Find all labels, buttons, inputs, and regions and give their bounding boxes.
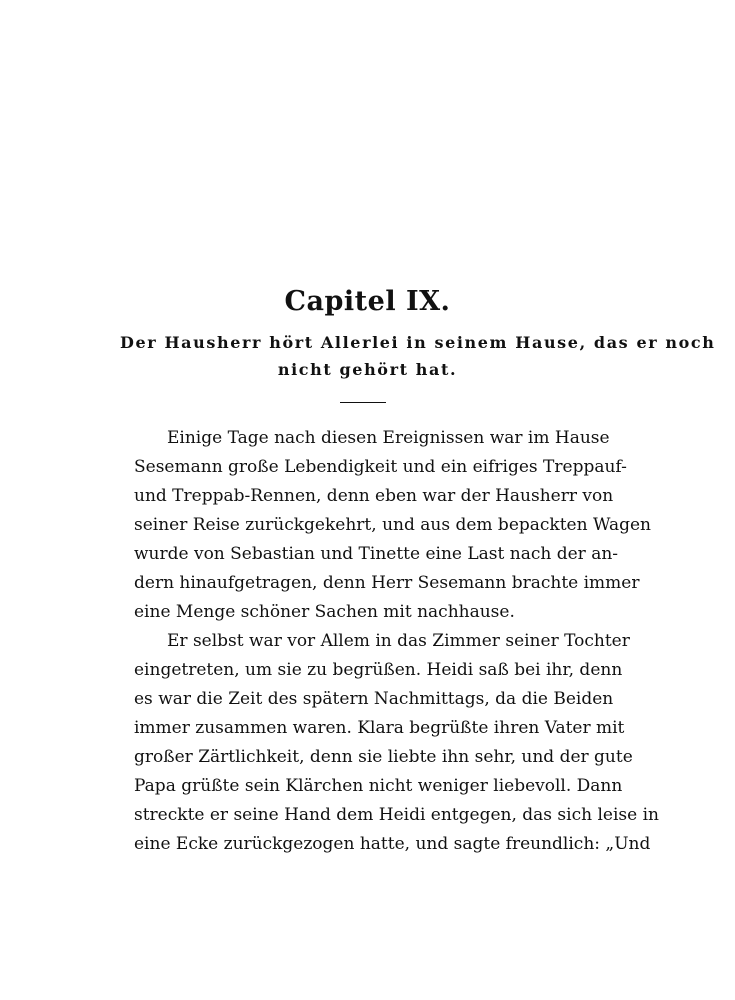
text-line: Er selbst war vor Allem in das Zimmer seiner Tochter	[167, 631, 630, 651]
section-divider	[340, 402, 386, 403]
text-line: dern hinaufgetragen, denn Herr Sesemann brachte immer	[134, 573, 640, 593]
chapter-title: Capitel IX.	[284, 286, 451, 317]
text-line: eine Menge schöner Sachen mit nachhause.	[134, 602, 515, 622]
text-line: streckte er seine Hand dem Heidi entgegen, das sich leise in	[134, 805, 659, 825]
text-line: großer Zärtlichkeit, denn sie liebte ihn sehr, und der gute	[134, 747, 633, 767]
text-line: Sesemann große Lebendigkeit und ein eifriges Treppauf-	[134, 457, 627, 477]
text-line: und Treppab-Rennen, denn eben war der Hausherr von	[134, 486, 614, 506]
text-line: Papa grüßte sein Klärchen nicht weniger liebevoll. Dann	[134, 776, 623, 796]
chapter-subtitle-line: Der Hausherr hört Allerlei in seinem Hause, das er noch	[120, 333, 716, 352]
chapter-subtitle-line: nicht gehört hat.	[277, 360, 458, 379]
text-line: es war die Zeit des spätern Nachmittags, da die Beiden	[134, 689, 614, 709]
text-line: wurde von Sebastian und Tinette eine Last nach der an-	[134, 544, 619, 564]
text-line: eingetreten, um sie zu begrüßen. Heidi saß bei ihr, denn	[134, 660, 623, 680]
text-line: Einige Tage nach diesen Ereignissen war im Hause	[167, 428, 610, 448]
text-line: seiner Reise zurückgekehrt, und aus dem bepackten Wagen	[134, 515, 651, 535]
text-line: eine Ecke zurückgezogen hatte, und sagte freundlich: „Und	[134, 834, 651, 854]
text-line: immer zusammen waren. Klara begrüßte ihren Vater mit	[134, 718, 625, 738]
